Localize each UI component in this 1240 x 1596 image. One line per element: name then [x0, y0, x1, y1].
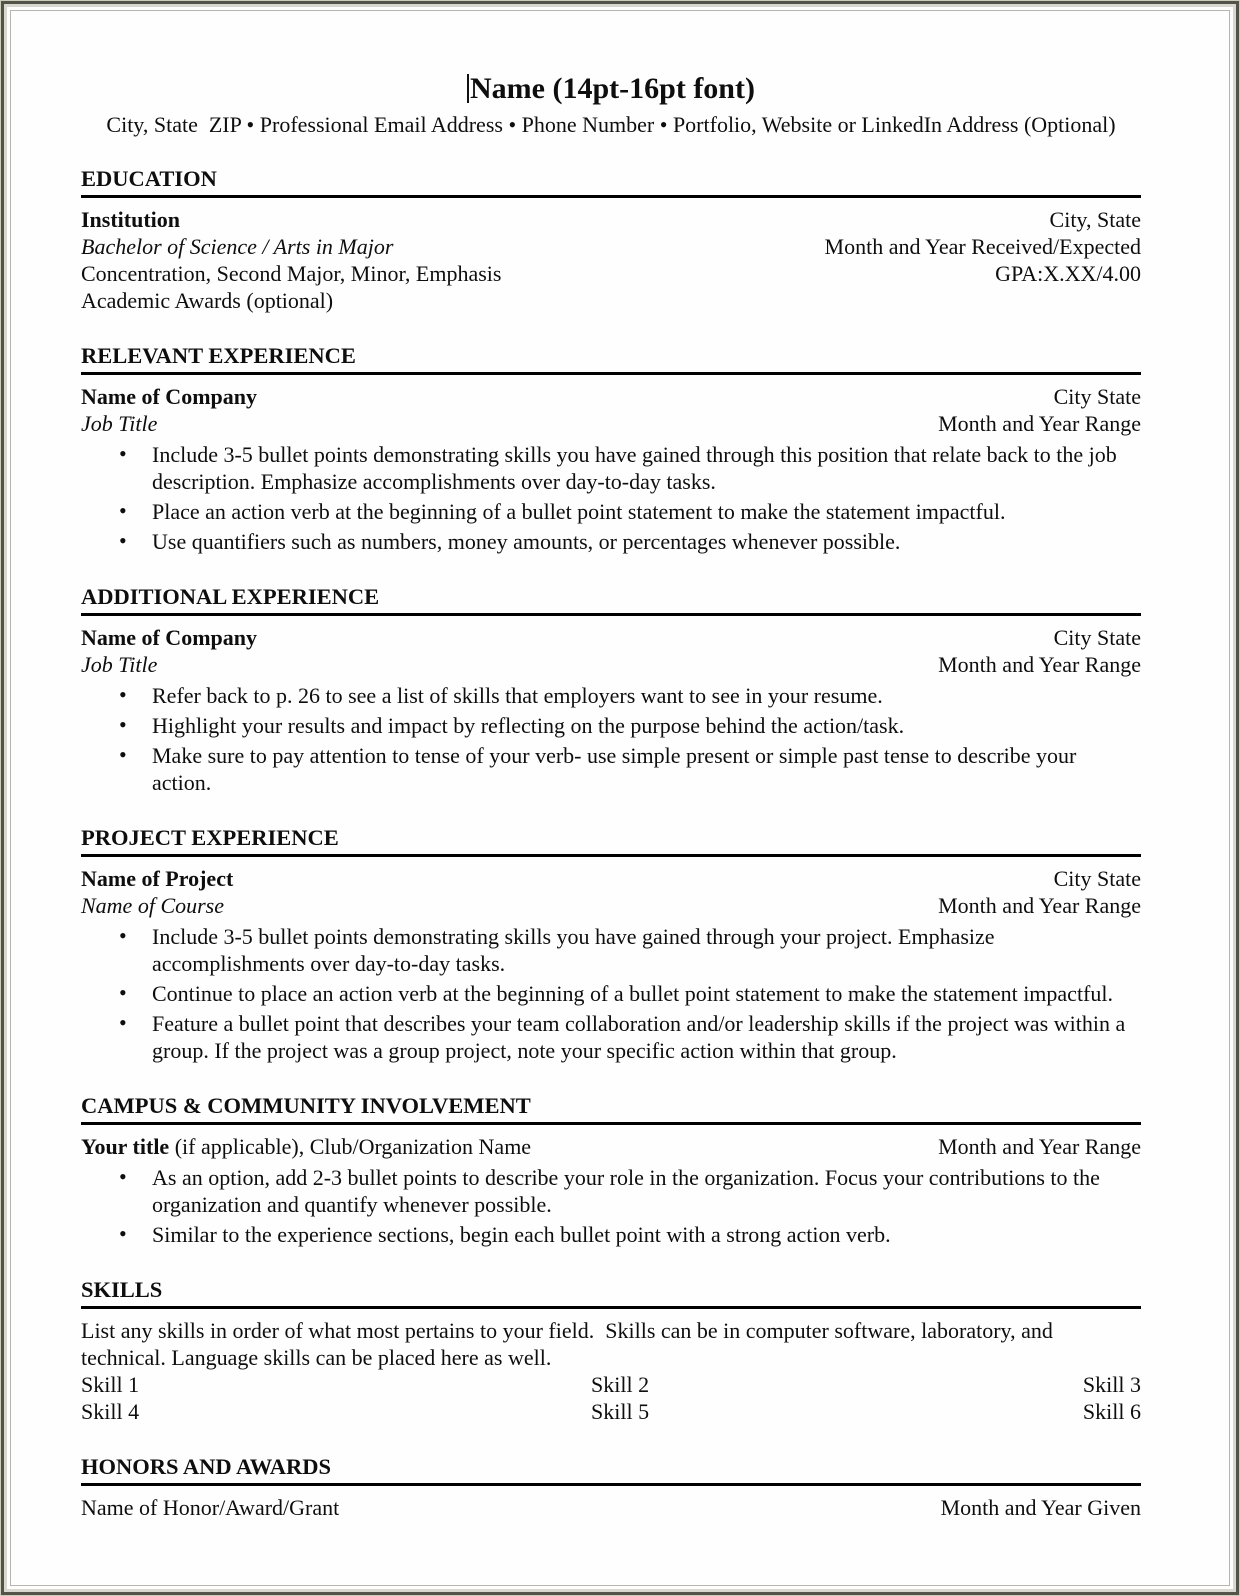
bullet-item	[81, 742, 1141, 796]
section-campus-involvement	[81, 1092, 1141, 1248]
project-bullet-list	[81, 923, 1141, 1064]
honor-name: Name of Honor/Award/Grant	[81, 1495, 340, 1520]
skill-item: Skill 1	[81, 1372, 140, 1397]
relevant-bullet-list	[81, 441, 1141, 555]
honors-row	[81, 1494, 1141, 1521]
involvement-title-bold: Your title	[81, 1134, 170, 1159]
additional-company-row	[81, 624, 1141, 651]
bullet-text: As an option, add 2-3 bullet points to describe your role in the organization. Focus your contributions to the organization and quantify whenever possible.	[152, 1165, 1100, 1217]
company-name: Name of Company	[81, 625, 257, 650]
bullet-item	[81, 441, 1141, 495]
bullet-text: Make sure to pay attention to tense of your verb- use simple present or simple past tense to describe your action.	[152, 743, 1077, 795]
bullet-icon: •	[119, 528, 127, 553]
bullet-text: Use quantifiers such as numbers, money amounts, or percentages whenever possible.	[152, 529, 901, 554]
bullet-item	[81, 712, 1141, 739]
project-course-row	[81, 892, 1141, 919]
bullet-text: Continue to place an action verb at the beginning of a bullet point statement to make the statement impactful.	[152, 981, 1113, 1006]
contact-line: City, State ZIP • Professional Email Address • Phone Number • Portfolio, Website or LinkedIn Address (Optional)	[106, 112, 1116, 137]
bullet-item	[81, 1221, 1141, 1248]
section-relevant-experience	[81, 342, 1141, 555]
date-range: Month and Year Range	[938, 652, 1141, 677]
bullet-icon: •	[119, 441, 127, 466]
job-title: Job Title	[81, 411, 158, 436]
bullet-text: Include 3-5 bullet points demonstrating skills you have gained through your project. Emphasize accomplishments over day-to-day tasks.	[152, 924, 995, 976]
bullet-item	[81, 498, 1141, 525]
additional-experience-heading: ADDITIONAL EXPERIENCE	[81, 583, 1141, 616]
education-row-2	[81, 233, 1141, 260]
bullet-icon: •	[119, 712, 127, 737]
bullet-icon: •	[119, 1221, 127, 1246]
page-border-inner	[10, 10, 1230, 1586]
bullet-text: Similar to the experience sections, begin each bullet point with a strong action verb.	[152, 1222, 891, 1247]
page-title	[81, 69, 1141, 109]
bullet-icon: •	[119, 682, 127, 707]
resume-header	[81, 69, 1141, 138]
relevant-company-row	[81, 383, 1141, 410]
involvement-title-rest: (if applicable), Club/Organization Name	[169, 1134, 532, 1159]
relevant-experience-heading: RELEVANT EXPERIENCE	[81, 342, 1141, 375]
graduation-date: Month and Year Received/Expected	[824, 234, 1141, 259]
bullet-icon: •	[119, 1164, 127, 1189]
skill-item: Skill 4	[81, 1399, 140, 1424]
institution-name: Institution	[81, 207, 181, 232]
page-border-mid	[4, 4, 1236, 1592]
campus-involvement-heading: CAMPUS & COMMUNITY INVOLVEMENT	[81, 1092, 1141, 1125]
education-row-3	[81, 260, 1141, 287]
honor-date: Month and Year Given	[940, 1495, 1141, 1520]
company-location: City State	[1053, 384, 1141, 409]
bullet-icon: •	[119, 923, 127, 948]
skill-item: Skill 5	[591, 1399, 650, 1424]
skill-item: Skill 2	[591, 1372, 650, 1397]
project-name-row	[81, 865, 1141, 892]
bullet-item	[81, 1010, 1141, 1064]
bullet-icon: •	[119, 1010, 127, 1035]
skills-heading: SKILLS	[81, 1276, 1141, 1309]
company-name: Name of Company	[81, 384, 257, 409]
bullet-item	[81, 1164, 1141, 1218]
name-title-text: Name (14pt-16pt font)	[470, 72, 755, 105]
bullet-text: Highlight your results and impact by reflecting on the purpose behind the action/task.	[152, 713, 905, 738]
page-border-outer	[1, 1, 1239, 1595]
campus-bullet-list	[81, 1164, 1141, 1248]
date-range: Month and Year Range	[938, 411, 1141, 436]
concentration-text: Concentration, Second Major, Minor, Emphasis	[81, 261, 502, 286]
project-location: City State	[1053, 866, 1141, 891]
date-range: Month and Year Range	[938, 893, 1141, 918]
gpa-text: GPA:X.XX/4.00	[995, 261, 1141, 286]
page-border-gap	[7, 7, 1233, 1589]
document-content[interactable]	[11, 11, 1229, 1521]
text-caret	[467, 74, 469, 103]
bullet-text: Place an action verb at the beginning of a bullet point statement to make the statement impactful.	[152, 499, 1006, 524]
job-title: Job Title	[81, 652, 158, 677]
section-education	[81, 165, 1141, 314]
project-experience-heading: PROJECT EXPERIENCE	[81, 824, 1141, 857]
project-name: Name of Project	[81, 866, 234, 891]
education-location: City, State	[1049, 207, 1141, 232]
section-skills	[81, 1276, 1141, 1425]
bullet-text: Refer back to p. 26 to see a list of skills that employers want to see in your resume.	[152, 683, 883, 708]
skills-row-2	[81, 1398, 1141, 1425]
section-honors	[81, 1453, 1141, 1521]
bullet-item	[81, 923, 1141, 977]
education-heading: EDUCATION	[81, 165, 1141, 198]
skill-item: Skill 3	[1082, 1372, 1141, 1397]
company-location: City State	[1053, 625, 1141, 650]
section-additional-experience	[81, 583, 1141, 796]
bullet-text: Include 3-5 bullet points demonstrating skills you have gained through this position that relate back to the job description. Emphasize accomplishments over day-to-day tasks.	[152, 442, 1117, 494]
bullet-item	[81, 682, 1141, 709]
additional-title-row	[81, 651, 1141, 678]
relevant-title-row	[81, 410, 1141, 437]
skills-intro: List any skills in order of what most pertains to your field. Skills can be in computer software, laboratory, and technical. Language skills can be placed here as well.	[81, 1318, 1059, 1370]
section-project-experience	[81, 824, 1141, 1064]
date-range: Month and Year Range	[938, 1134, 1141, 1159]
academic-awards-text: Academic Awards (optional)	[81, 288, 334, 313]
education-row-4	[81, 287, 1141, 314]
bullet-item	[81, 528, 1141, 555]
bullet-item	[81, 980, 1141, 1007]
bullet-text: Feature a bullet point that describes your team collaboration and/or leadership skills if the project was within a group. If the project was a group project, note your specific action within that group.	[152, 1011, 1126, 1063]
additional-bullet-list	[81, 682, 1141, 796]
skill-item: Skill 6	[1082, 1399, 1141, 1424]
honors-heading: HONORS AND AWARDS	[81, 1453, 1141, 1486]
bullet-icon: •	[119, 498, 127, 523]
campus-title-row	[81, 1133, 1141, 1160]
degree-name: Bachelor of Science / Arts in Major	[81, 234, 394, 259]
bullet-icon: •	[119, 980, 127, 1005]
education-row-1	[81, 206, 1141, 233]
course-name: Name of Course	[81, 893, 224, 918]
involvement-title	[81, 1133, 531, 1160]
skills-row-1	[81, 1371, 1141, 1398]
bullet-icon: •	[119, 742, 127, 767]
